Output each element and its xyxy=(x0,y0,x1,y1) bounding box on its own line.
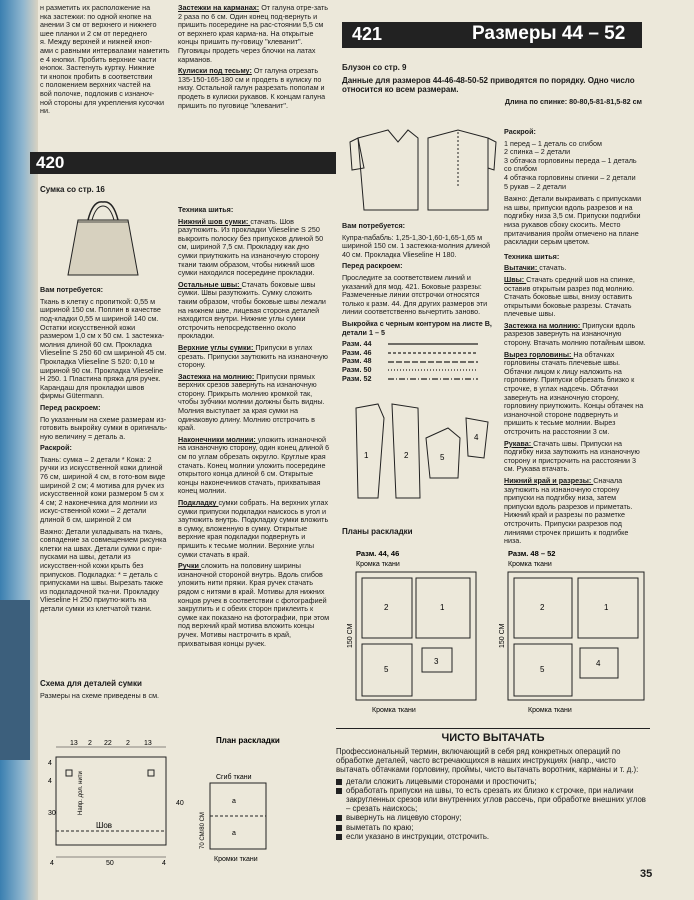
size-label: Разм. 52 xyxy=(342,373,372,383)
blouse-illustration xyxy=(348,128,498,216)
right-tech-sections xyxy=(504,264,646,545)
size-line xyxy=(342,375,500,384)
bullet-square-icon xyxy=(336,834,342,840)
loop-heading: Кулиски под тесьму: xyxy=(178,66,252,76)
right-raskroy xyxy=(504,128,646,549)
clean-item xyxy=(336,786,650,814)
plans-heading: Планы раскладки xyxy=(342,527,413,536)
layout-width: 70 СМ/80 СМ xyxy=(200,812,206,849)
label-nit: Напр. дол. нити xyxy=(78,771,84,815)
svg-text:2: 2 xyxy=(540,603,545,612)
bag-scheme-diagram xyxy=(36,735,206,870)
right-needs xyxy=(342,222,500,383)
mid-tech-section-title: Застежка на молнию: xyxy=(178,371,257,381)
layout-a: а xyxy=(232,798,236,805)
right-tech-section-text: стачать. xyxy=(539,263,567,273)
right-tech-section-title: Застежка на молнию: xyxy=(504,320,583,330)
mid-tech-section-text: Припуски прямых верхних срезов завернуть на изнаночную сторону. Прикрыть молнию кромкой так, чтобы зубчики молнии должны быть видны. Молния выступает за края сумки на одинаковую длину. Молнию отстрочить в край. xyxy=(178,371,325,433)
size-line-sample xyxy=(388,376,478,382)
cutting-heading: Перед раскроем: xyxy=(40,402,101,412)
model-number: 420 xyxy=(36,153,65,172)
dim-40: 40 xyxy=(176,800,184,807)
right-tech-section-title: Вытачки: xyxy=(504,263,540,273)
right-tech-section-text: На обтачках горловины стачать плечевые швы. Обтачки лицом к лицу наложить на горловину. Припуски обрезать близко к строчке, в углах надсечь. Обтачки завернуть на изнаночную сторону, горловину приутюжить. Концы обтачек на изнаночной стороне подвернуть и пришить к тесьме молнии. Вырез отстрочить на расстоянии 3 см. xyxy=(504,349,644,436)
clean-item xyxy=(336,832,650,841)
size-line-sample xyxy=(388,350,478,356)
model-subtitle: Блузон со стр. 9 xyxy=(342,63,407,72)
scheme-sub: Размеры на схеме приведены в см. xyxy=(40,690,160,700)
right-needs-text: Купра-пабабль: 1,25-1,30-1,60-1,65-1,65 м шириной 150 см. 1 застежка-молния длиной 40 см. Прокладка Vlieseline H 180. xyxy=(342,232,491,259)
middle-top xyxy=(178,4,330,113)
clean-item-text: если указано в инструкции, отстрочить. xyxy=(346,831,490,841)
raskroy-item: 4 обтачка горловины спинки – 2 детали xyxy=(504,172,636,182)
right-tech-section-title: Нижний край и разрезы: xyxy=(504,475,594,485)
bullet-square-icon xyxy=(336,815,342,821)
intro-line: ной стороны для укрепления кусочки xyxy=(40,97,165,107)
right-tech-section xyxy=(504,440,646,474)
plan-size-44-46 xyxy=(342,548,494,720)
dim-30: 30 xyxy=(48,810,56,817)
scheme-heading: Схема для деталей сумки xyxy=(40,679,142,688)
prep-text: Проследите за соответствием линий и указаний для мод. 421. Боковые разрезы: Размеченные линии отстрочки относятся только к разм. 44. Для других размеров эти линии соответственно вычертить заново. xyxy=(342,272,488,317)
mid-tech-section xyxy=(178,562,330,648)
cutting-text: По указанным на схеме размерам из-готовить выкройку сумки в оригиналь-ную величину = деталь а. xyxy=(40,414,168,441)
plan-a-edge-bottom: Кромка ткани xyxy=(372,707,416,714)
model-420-header xyxy=(30,152,336,174)
dim-50: 50 xyxy=(106,860,114,867)
intro-line: кнопок. Застегнуть куртку. Нижние xyxy=(40,63,155,73)
bag-illustration xyxy=(58,200,148,280)
size-lines xyxy=(342,340,500,383)
tech-sections xyxy=(178,218,330,649)
svg-text:4: 4 xyxy=(596,659,601,668)
dim-22: 22 xyxy=(104,740,112,747)
intro-lines xyxy=(40,4,170,116)
clean-item xyxy=(336,823,650,832)
dim-4c: 4 xyxy=(50,860,54,867)
cut-heading: Раскрой: xyxy=(40,443,72,453)
svg-text:5: 5 xyxy=(540,665,545,674)
plans-heading-block xyxy=(342,528,492,540)
raskroy-item: 2 спинка – 2 детали xyxy=(504,147,571,157)
right-tech-section xyxy=(504,322,646,348)
intro-line: ами с равными интервалами наметить xyxy=(40,45,170,55)
page-number: 35 xyxy=(640,868,653,880)
right-tech-section xyxy=(504,276,646,319)
plan-a-title: Разм. 44, 46 xyxy=(356,549,400,558)
intro-line: ти кнопок пробить в соответствии xyxy=(40,71,153,81)
plan-b-edge-bottom: Кромка ткани xyxy=(528,707,572,714)
clean-title: ЧИСТО ВЫТАЧАТЬ xyxy=(441,732,545,744)
right-tech-section xyxy=(504,264,646,273)
mid-tech-section-title: Подкладку xyxy=(178,498,219,507)
mid-tech-section xyxy=(178,344,330,370)
raskroy-heading: Раскрой: xyxy=(504,127,536,136)
mid-tech-section xyxy=(178,373,330,433)
middle-tech xyxy=(178,206,330,651)
size-label: Разм. 50 xyxy=(342,364,372,374)
model-421-number: 421 xyxy=(352,24,383,44)
dim-4a: 4 xyxy=(48,760,52,767)
intro-line: анении 3 см от верхнего и нижнего xyxy=(40,20,157,30)
mid-tech-section xyxy=(178,218,330,278)
mid-tech-section-text: Стачать боковые швы сумки. Швы разутюжить. Сумку сложить таким образом, чтобы боковые швы лежали на нижнем шве, лицевая сторона деталей находится внутри. Нижние углы сумки отстрочить непосредственно около прокладки. xyxy=(178,279,326,341)
clean-items xyxy=(336,777,650,841)
right-tech-section-text: Стачать средний шов на спинке, оставив открытым разрез под молнию. Стачать боковые швы, внизу оставить открытыми боковые разрезы. Стачать плечевые швы. xyxy=(504,274,635,319)
clean-item xyxy=(336,777,650,786)
clean-item-text: детали сложить лицевыми сторонами и простючить; xyxy=(346,776,537,786)
plan-b-title: Разм. 48 – 52 xyxy=(508,549,556,558)
right-tech-heading: Техника шитья: xyxy=(504,251,560,261)
label-shov: Шов xyxy=(96,821,113,830)
scheme-heading-block xyxy=(40,680,200,703)
mid-tech-section-text: сумки собрать. На верхних углах сумки припуски подкладки наискось в угол и заутюжить внутрь. Подкладку сумки вложить в сумку, вложенную в сумку. Открытые верхние края подкладки подвернуть и пришить к тесьме молнии. Верхние углы сумки стачать в край. xyxy=(178,498,329,559)
clean-item-text: обработать припуски на швы, то есть срезать их близко к строчке, при наличии закругленных срезов или внутренних углов рассечь, при обработке внешних углов – срезать наискось; xyxy=(346,785,646,814)
sizes-title: Размеры 44 – 52 xyxy=(472,23,626,44)
plan-b-width: 150 СМ xyxy=(499,623,506,648)
svg-text:5: 5 xyxy=(384,665,389,674)
intro-line: нка застежки: по одной кнопке на xyxy=(40,11,152,21)
left-color-strip xyxy=(0,0,38,900)
dim-13b: 13 xyxy=(144,740,152,747)
right-tech-section xyxy=(504,477,646,546)
right-important: Важно: Детали выкраивать с припусками на швы, припуски вдоль разрезов и на подгибку низа 3,5 см. Припуски подгибки низа рукавов сбоку скосить. Место притачивания пройм отмечено на плане раскладки серым цветом. xyxy=(504,194,642,247)
pattern-pieces-diagram xyxy=(348,398,498,516)
clean-item xyxy=(336,813,650,822)
bullet-square-icon xyxy=(336,779,342,785)
mid-tech-section-title: Наконечники молнии: xyxy=(178,434,258,444)
left-dark-strip xyxy=(0,600,30,760)
right-tech-section xyxy=(504,351,646,437)
right-tech-section-text: Сначала заутюжить на изнаночную сторону припуски на подгибку низа, затем припуски вдоль разрезов и приметать. Нижний край и разрезы по разметке отстрочить. Припуски разрезов под линиями строчек пришить к подгибке низа. xyxy=(504,475,633,546)
layout-edges: Кромки ткани xyxy=(214,856,258,863)
back-length: Длина по спинке: 80-80,5-81-81,5-82 см xyxy=(504,96,642,106)
mid-tech-section-title: Верхние углы сумки: xyxy=(178,342,256,352)
loop-text: От галуна отрезать 135-150-165-180 см и продеть в кулиску по низу. Остальной галун разрезать пополам и продеть в кулиски рукавов. К концам галуна пришить по пуговице "клеванит". xyxy=(178,66,326,110)
intro-line: шее планки и 2 см от переднего xyxy=(40,28,147,38)
size-label: Разм. 48 xyxy=(342,356,372,366)
svg-text:4: 4 xyxy=(474,433,479,442)
size-line-sample xyxy=(388,341,478,347)
bag-layout-plan xyxy=(196,735,326,865)
raskroy-item: 5 рукав – 2 детали xyxy=(504,181,566,191)
plan-b-edge-top: Кромка ткани xyxy=(508,561,552,568)
bullet-square-icon xyxy=(336,825,342,831)
clean-box xyxy=(336,728,650,863)
dim-2b: 2 xyxy=(126,740,130,747)
right-tech-section-title: Рукава: xyxy=(504,438,534,448)
mid-tech-section-text: Припуски в углах срезать. Припуски заутюжить на изнаночную сторону. xyxy=(178,342,328,370)
right-tech-section-title: Швы: xyxy=(504,274,527,284)
svg-text:1: 1 xyxy=(604,603,609,612)
plan-size-48-52 xyxy=(498,548,650,720)
svg-text:1: 1 xyxy=(440,603,445,612)
intro-line: я. Между верхней и нижней кноп- xyxy=(40,37,152,47)
right-tech-section-title: Вырез горловины: xyxy=(504,349,574,359)
intro-line: н разметить их расположение на xyxy=(40,3,151,12)
svg-text:5: 5 xyxy=(440,453,445,462)
intro-line: вой полочке, подложив с изнаноч- xyxy=(40,88,155,98)
clasp-heading: Застежки на карманах: xyxy=(178,3,260,12)
mid-tech-section-title: Ручки xyxy=(178,561,201,571)
mid-tech-section-text: сложить на половину ширины изнаночной стороной внутрь. Вдоль сгибов уложить нити пряжи. Края ручек стачать рядом с нитями в край. Мотивы для нижних концов ручек в соответствии с фотографией закруглить и с обеих сторон приклеить к сумке как показано на фотографии, при этом под верхний край мотива вложить концы ручек. Мотивы настрочить в край, прихватывая концы ручек. xyxy=(178,561,330,648)
dim-2a: 2 xyxy=(88,740,92,747)
mid-tech-section xyxy=(178,436,330,496)
mid-tech-section-text: стачать. Шов разутюжить. Из прокладки Vlieseline S 250 выкроить полоску без припусков длиной 50 см, шириной 7,5 см. Прокладку как дно сумки приутюжить на изнаночную сторону ткани таким образом, чтобы нижний шов сумки находился посередине прокладки. xyxy=(178,216,324,278)
mid-tech-section-title: Нижний шов сумки: xyxy=(178,216,251,226)
size-line-sample xyxy=(388,359,478,365)
plan-a-width: 150 СМ xyxy=(347,623,354,648)
mid-tech-section xyxy=(178,281,330,341)
right-needs-heading: Вам потребуется: xyxy=(342,221,406,230)
clean-item-text: выметать по краю; xyxy=(346,822,414,832)
svg-text:2: 2 xyxy=(404,451,409,460)
raskroy-item: 3 обтачка горловины переда – 1 деталь со сгибом xyxy=(504,155,637,174)
right-tech-section-text: Припуски вдоль разрезов завернуть на изнаночную сторону. Втачать молнию потайным швом. xyxy=(504,320,646,348)
model-title: Сумка со стр. 16 xyxy=(40,185,105,194)
needs-text: Ткань в клетку с пропиткой: 0,55 м шириной 150 см. Поплин в качестве под-кладки 0,55 м шириной 140 см. Остатки искусственной кожи размером 1,0 см х 50 см. 1 застежка-молния длиной 60 см. Прокладка Vlieseline S 250 60 см шириной 45 см. Прокладка Vlieseline S 520: 0,10 м шириной 90 см. Прокладка Vlieseline H 250. 1 Пластина пряжа для ручек. Карандаш для прокладки швов фирмы Gütermann. xyxy=(40,296,167,401)
cut-text: Ткань: сумка – 2 детали * Кожа: 2 ручки из искусственной кожи длиной 76 см, шириной 4 см, в гото-вом виде шириной 2 см; 4 мотива для ручек из искусственной кожи размером 5 см х 4 см; 2 наконечника для молнии из искус-ственной кожи – 2 детали длиной 6 см, шириной 2 см xyxy=(40,454,166,525)
layout-title: План раскладки xyxy=(216,736,280,745)
bullet-square-icon xyxy=(336,788,342,794)
size-line-sample xyxy=(388,367,478,373)
tech-heading: Техника шитья: xyxy=(178,205,234,214)
svg-text:1: 1 xyxy=(364,451,369,460)
mid-tech-section xyxy=(178,499,330,559)
model-421-header xyxy=(342,22,642,48)
sizes-note: Данные для размеров 44-46-48-50-52 приводятся по порядку. Одно число относится ко всем размерам. xyxy=(342,75,635,95)
prep-heading: Перед раскроем: xyxy=(342,261,403,271)
important-text: Важно: Детали укладывать на ткань, совпадение за совмещением рисунка клетки на швах. Детали сумки с при-пусками на швы, детали из искусствен-ной кожи крыть без припусков. Подкладка: * = деталь с припусками на швы. Вырезать также из подкладочной тка-ни. Прокладку Vlieseline H 250 приутю-жить на детали сумки из клетчатой ткани. xyxy=(40,526,167,613)
needs-heading: Вам потребуется: xyxy=(40,285,104,295)
left-intro xyxy=(40,4,170,116)
svg-text:3: 3 xyxy=(434,657,439,666)
right-tech-section-text: Стачать швы. Припуски на подгибку низа заутюжить на изнаночную сторону и пристрочить на расстоянии 3 см. Рукава втачать. xyxy=(504,438,640,474)
size-label: Разм. 46 xyxy=(342,347,372,357)
mid-tech-section-title: Остальные швы: xyxy=(178,279,242,289)
intro-line: е 4 кнопки. Пробить верхние части xyxy=(40,54,157,64)
size-label: Разм. 44 xyxy=(342,339,372,349)
mid-tech-section-text: уложить изнаночной на изнаночную сторону, один конец длиной 6 см по углам обрезать округло. Круглые края стачать. Конец молнии уложить посередине открытого конца длиной 6 см. Открытые концы наконечников стачать, прихватывая конец молнии. xyxy=(178,434,330,496)
clean-intro: Профессиональный термин, включающий в себя ряд конкретных операций по обработке деталей, часто встречающихся в наших инструкциях (напр., чисто вытачать обтачками горловину, проймы, чисто вытачать воротник, карманы и т. д.): xyxy=(336,747,639,775)
svg-text:2: 2 xyxy=(384,603,389,612)
intro-line: с положением верхних частей на xyxy=(40,80,151,90)
dim-4b: 4 xyxy=(48,778,52,785)
right-intro xyxy=(342,64,642,109)
raskroy-list xyxy=(504,140,646,192)
intro-line: ни. xyxy=(40,106,50,116)
layout-a2: а xyxy=(232,830,236,837)
clean-item-text: вывернуть на лицевую сторону; xyxy=(346,813,462,823)
left-column-body xyxy=(40,186,168,617)
plan-a-edge-top: Кромка ткани xyxy=(356,561,400,568)
layout-fold: Сгиб ткани xyxy=(216,774,252,781)
dim-13: 13 xyxy=(70,740,78,747)
pattern-heading: Выкройка с черным контуром на листе В, детали 1 – 5 xyxy=(342,318,492,337)
clasp-text: От галуна отре-зать 2 раза по 6 см. Один конец под-вернуть и пришить посередине на рас-стоянии 5,5 см от верхнего края карма-на. На открытые концы пришить пу-говицу "клеванит". Пуговицы продеть через блочки на латах карманов. xyxy=(178,3,328,64)
raskroy-item: 1 перед – 1 деталь со сгибом xyxy=(504,138,602,148)
dim-4d: 4 xyxy=(162,860,166,867)
